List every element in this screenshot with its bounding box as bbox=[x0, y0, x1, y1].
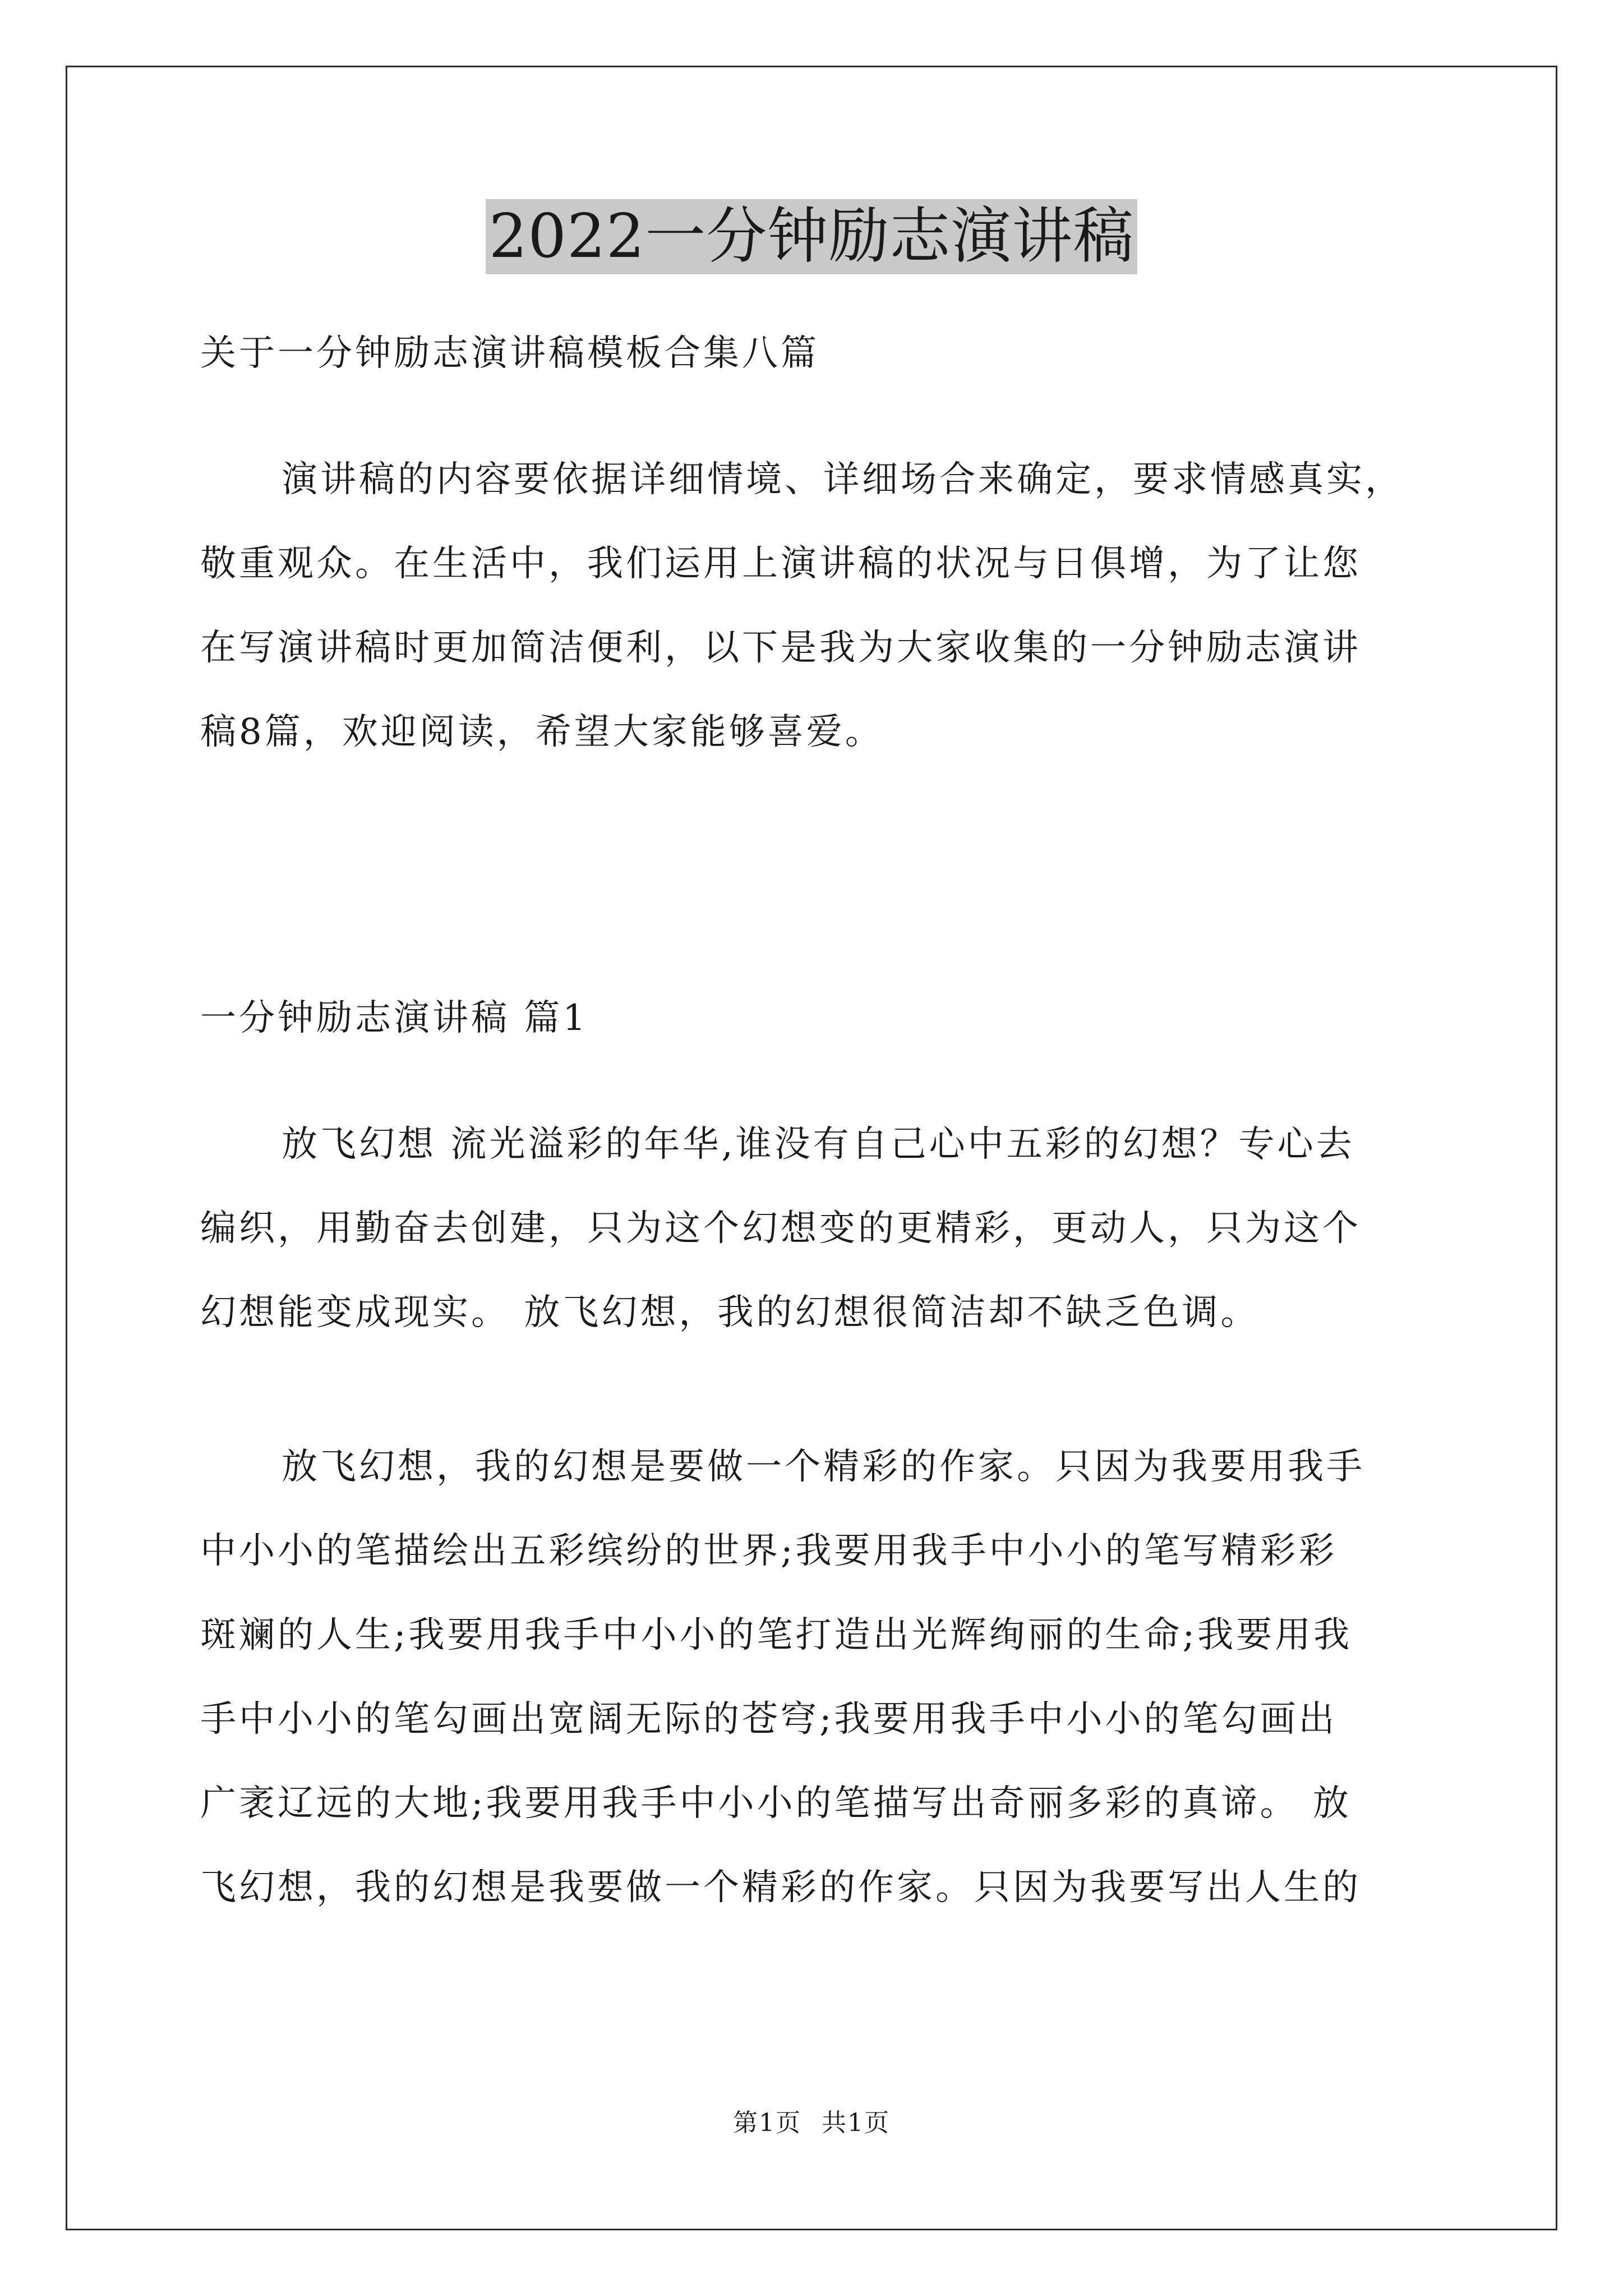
title-container bbox=[0, 199, 1623, 274]
paragraph-line: 飞幻想，我的幻想是我要做一个精彩的作家。只因为我要写出人生的 bbox=[200, 1867, 1361, 1908]
page-footer bbox=[0, 2106, 1623, 2140]
paragraph-line: 斑斓的人生;我要用我手中小小的笔打造出光辉绚丽的生命;我要用我 bbox=[200, 1614, 1353, 1656]
intro-line: 敬重观众。在生活中，我们运用上演讲稿的状况与日俱增，为了让您 bbox=[200, 543, 1361, 585]
section-heading: 一分钟励志演讲稿 篇1 bbox=[200, 997, 589, 1039]
intro-line: 稿8篇，欢迎阅读，希望大家能够喜爱。 bbox=[200, 711, 884, 753]
document-title: 2022一分钟励志演讲稿 bbox=[486, 199, 1138, 274]
page-total: 共1页 bbox=[822, 2109, 890, 2137]
paragraph-line: 放飞幻想 流光溢彩的年华,谁没有自己心中五彩的幻想？专心去 bbox=[282, 1124, 1355, 1165]
paragraph-1 bbox=[200, 1102, 1434, 1355]
paragraph-line: 手中小小的笔勾画出宽阔无际的苍穹;我要用我手中小小的笔勾画出 bbox=[200, 1699, 1338, 1740]
page-number: 第1页 bbox=[733, 2109, 801, 2137]
section-heading-block bbox=[200, 976, 1434, 1060]
paragraph-line: 广袤辽远的大地;我要用我手中小小的笔描写出奇丽多彩的真谛。 放 bbox=[200, 1783, 1352, 1824]
intro-paragraph bbox=[200, 438, 1434, 774]
subtitle-block bbox=[200, 311, 1434, 395]
paragraph-line: 幻想能变成现实。 放飞幻想，我的幻想很简洁却不缺乏色调。 bbox=[200, 1292, 1260, 1333]
paragraph-2 bbox=[200, 1425, 1434, 1930]
intro-line: 在写演讲稿时更加简洁便利，以下是我为大家收集的一分钟励志演讲 bbox=[200, 627, 1361, 669]
paragraph-line: 中小小的笔描绘出五彩缤纷的世界;我要用我手中小小的笔写精彩彩 bbox=[200, 1530, 1338, 1572]
intro-line: 演讲稿的内容要依据详细情境、详细场合来确定，要求情感真实， bbox=[282, 459, 1404, 500]
paragraph-line: 编织，用勤奋去创建，只为这个幻想变的更精彩，更动人，只为这个 bbox=[200, 1208, 1361, 1249]
document-subtitle: 关于一分钟励志演讲稿模板合集八篇 bbox=[200, 333, 819, 374]
paragraph-line: 放飞幻想，我的幻想是要做一个精彩的作家。只因为我要用我手 bbox=[282, 1446, 1365, 1488]
